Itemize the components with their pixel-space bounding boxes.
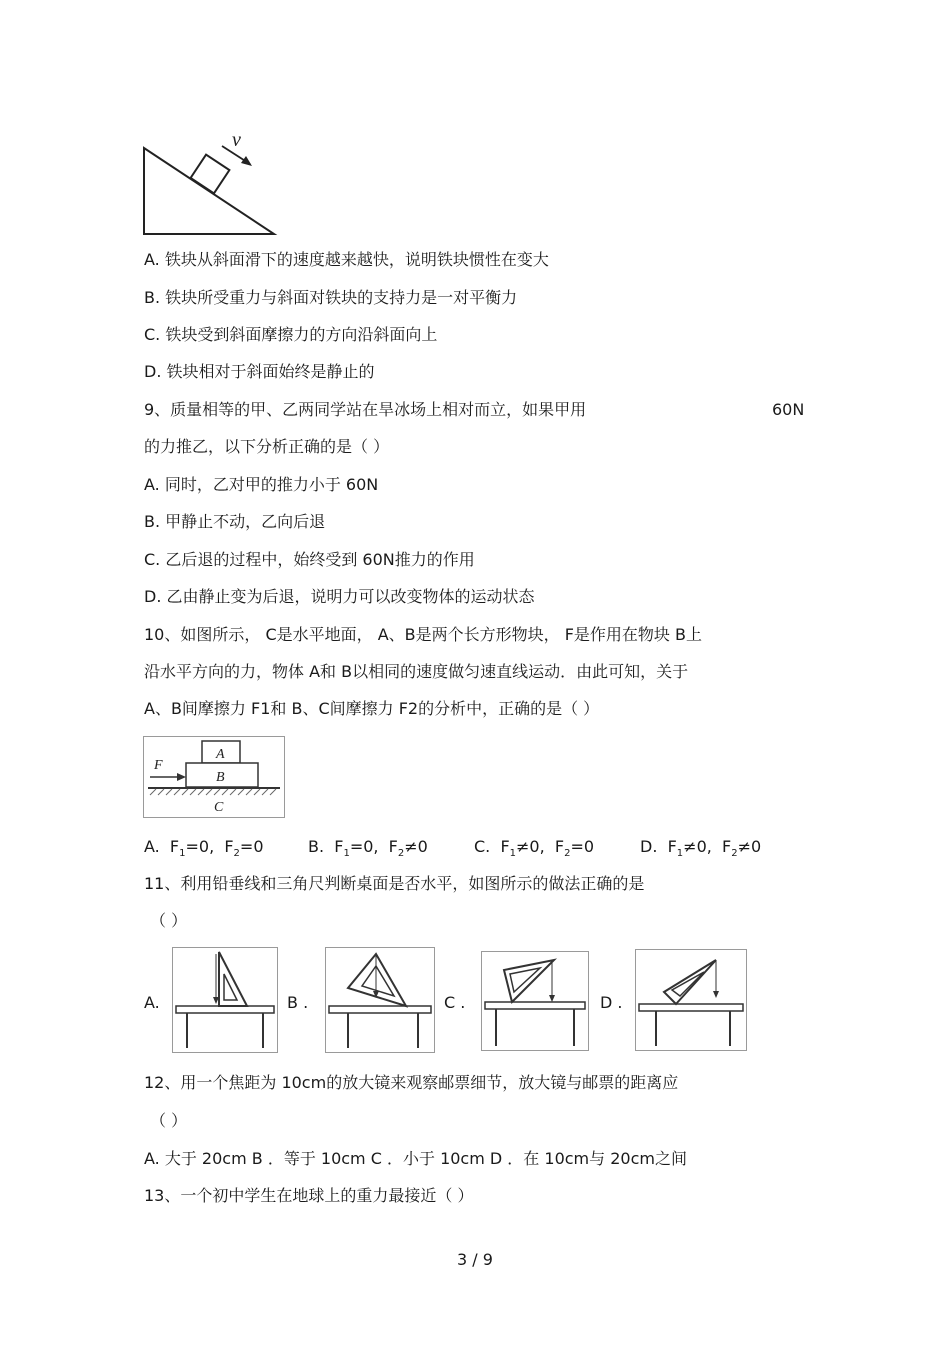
q10-option-d: D. $F_1\ne 0$, $F_2\ne 0$ <box>640 837 762 860</box>
q10-option-c: C. $F_1\ne 0$, $F_2=0$ <box>474 837 595 860</box>
q12-stem-line2: （ ） <box>150 1111 188 1130</box>
q8-option-d: D. 铁块相对于斜面始终是静止的 <box>144 362 375 381</box>
q11-letter-c: C . <box>444 993 466 1012</box>
q10-stem-line2: 沿水平方向的力，物体 A和 B以相同的速度做匀速直线运动．由此可知，关于 <box>144 662 689 681</box>
q9-stem-line1: 9、质量相等的甲、乙两同学站在旱冰场上相对而立，如果甲用 <box>144 400 587 419</box>
q11-stem-line2: （ ） <box>150 911 188 930</box>
q10-option-b: B. $F_1=0$, $F_2\ne 0$ <box>308 837 428 860</box>
q8-option-c: C. 铁块受到斜面摩擦力的方向沿斜面向上 <box>144 325 438 344</box>
q11-letter-b: B . <box>287 993 309 1012</box>
q8-option-b: B. 铁块所受重力与斜面对铁块的支持力是一对平衡力 <box>144 288 518 307</box>
label-c: C <box>214 800 224 815</box>
q13-stem: 13、一个初中学生在地球上的重力最接近（ ） <box>144 1186 474 1205</box>
velocity-label: v <box>232 129 241 151</box>
q11-figure-b <box>325 947 435 1053</box>
label-f: F <box>154 758 163 773</box>
q11-letter-a: A. <box>144 993 160 1012</box>
q9-option-a: A. 同时，乙对甲的推力小于 60N <box>144 475 379 494</box>
q8-option-a: A. 铁块从斜面滑下的速度越来越快，说明铁块惯性在变大 <box>144 250 549 269</box>
blocks-figure <box>143 736 285 818</box>
label-a: A <box>216 747 225 762</box>
q10-stem-line1: 10、如图所示， C是水平地面， A、B是两个长方形物块， F是作用在物块 B上 <box>144 625 702 644</box>
q11-letter-d: D . <box>600 993 623 1012</box>
q11-figure-d <box>635 949 747 1051</box>
q9-option-d: D. 乙由静止变为后退，说明力可以改变物体的运动状态 <box>144 587 535 606</box>
q9-stem-line2: 的力推乙，以下分析正确的是（ ） <box>144 437 390 456</box>
q9-option-c: C. 乙后退的过程中，始终受到 60N推力的作用 <box>144 550 475 569</box>
label-b: B <box>216 770 225 785</box>
q11-stem-line1: 11、利用铅垂线和三角尺判断桌面是否水平，如图所示的做法正确的是 <box>144 874 645 893</box>
q12-options: A. 大于 20cm B ．等于 10cm C ．小于 10cm D ．在 10cm与 20cm之间 <box>144 1149 687 1168</box>
q11-figure-a <box>172 947 278 1053</box>
q9-stem-force: 60N <box>772 400 805 419</box>
page-number: 3 / 9 <box>457 1250 493 1269</box>
q12-stem-line1: 12、用一个焦距为 10cm的放大镜来观察邮票细节，放大镜与邮票的距离应 <box>144 1073 679 1092</box>
incline-figure <box>140 128 280 240</box>
q11-figure-c <box>481 951 589 1051</box>
q10-option-a: A. $F_1=0$, $F_2=0$ <box>144 837 264 860</box>
q9-option-b: B. 甲静止不动，乙向后退 <box>144 512 326 531</box>
q10-stem-line3: A、B间摩擦力 F1和 B、C间摩擦力 F2的分析中，正确的是（ ） <box>144 699 600 718</box>
